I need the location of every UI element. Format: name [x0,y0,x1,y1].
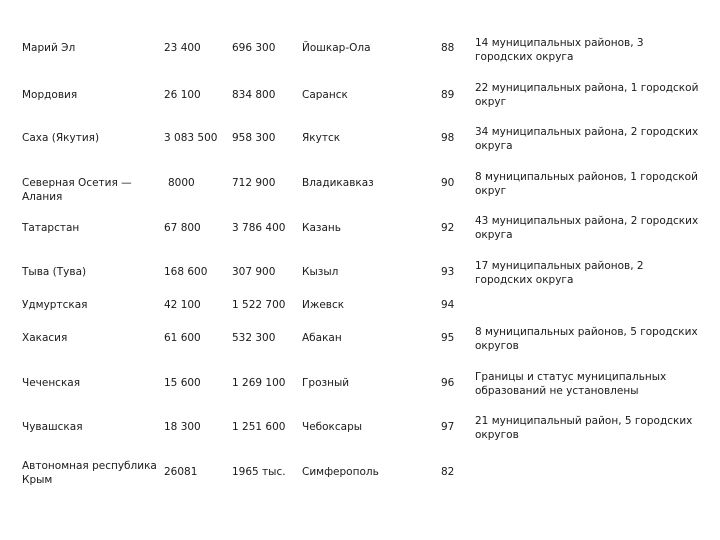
region-code: 89 [441,89,455,101]
region-population: 3 786 400 [232,222,286,234]
region-name: Мордовия [22,89,78,101]
region-capital: Симферополь [302,466,379,478]
region-area: 3 083 500 [164,132,218,144]
regions-table [22,26,702,70]
region-area: 168 600 [164,266,208,278]
region-area: 42 100 [164,299,201,311]
region-code: 96 [441,377,455,389]
region-capital: Казань [302,222,341,234]
region-note: 17 муниципальных районов, 2 городских округа [475,260,644,286]
region-capital: Чебоксары [302,421,363,433]
region-code: 97 [441,421,455,433]
region-name: Удмуртская [22,299,88,311]
region-capital: Грозный [302,377,350,389]
region-population: 696 300 [232,42,276,54]
region-capital: Якутск [302,132,341,144]
region-code: 95 [441,332,455,344]
region-note: 34 муниципальных района, 2 городских округа [475,126,699,152]
region-population: 834 800 [232,89,276,101]
region-capital: Владикавказ [302,177,374,189]
region-name: Тыва (Тува) [22,266,87,278]
region-area: 67 800 [164,222,201,234]
region-capital: Саранск [302,89,348,101]
region-population: 1 269 100 [232,377,286,389]
region-population: 1 522 700 [232,299,286,311]
region-code: 98 [441,132,455,144]
region-capital: Абакан [302,332,342,344]
region-area: 15 600 [164,377,201,389]
region-name: Чувашская [22,421,83,433]
region-note: 21 муниципальный район, 5 городских округов [475,415,693,441]
region-area: 26 100 [164,89,201,101]
region-population: 307 900 [232,266,276,278]
region-name: Автономная республика Крым [22,460,157,486]
region-note: 8 муниципальных районов, 5 городских округов [475,326,698,352]
region-code: 90 [441,177,455,189]
region-area: 8000 [168,177,195,189]
region-name: Саха (Якутия) [22,132,100,144]
region-name: Татарстан [22,222,80,234]
region-name: Северная Осетия — Алания [22,177,132,203]
region-note: Границы и статус муниципальных образований не установлены [475,371,667,397]
region-code: 94 [441,299,455,311]
region-capital: Кызыл [302,266,339,278]
table-row [22,26,702,70]
region-name: Марий Эл [22,42,76,54]
region-population: 1965 тыс. [232,466,286,478]
region-note: 22 муниципальных района, 1 городской округ [475,82,699,108]
region-code: 82 [441,466,455,478]
region-area: 61 600 [164,332,201,344]
region-capital: Ижевск [302,299,345,311]
region-code: 93 [441,266,455,278]
region-population: 1 251 600 [232,421,286,433]
region-note: 14 муниципальных районов, 3 городских округа [475,37,644,63]
region-note: 8 муниципальных районов, 1 городской округ [475,171,698,197]
region-population: 712 900 [232,177,276,189]
region-area: 18 300 [164,421,201,433]
region-area: 23 400 [164,42,201,54]
region-population: 532 300 [232,332,276,344]
region-capital: Йошкар-Ола [302,42,371,54]
region-name: Хакасия [22,332,68,344]
region-note: 43 муниципальных района, 2 городских округа [475,215,699,241]
region-code: 92 [441,222,455,234]
region-population: 958 300 [232,132,276,144]
region-code: 88 [441,42,455,54]
region-name: Чеченская [22,377,81,389]
region-area: 26081 [164,466,198,478]
